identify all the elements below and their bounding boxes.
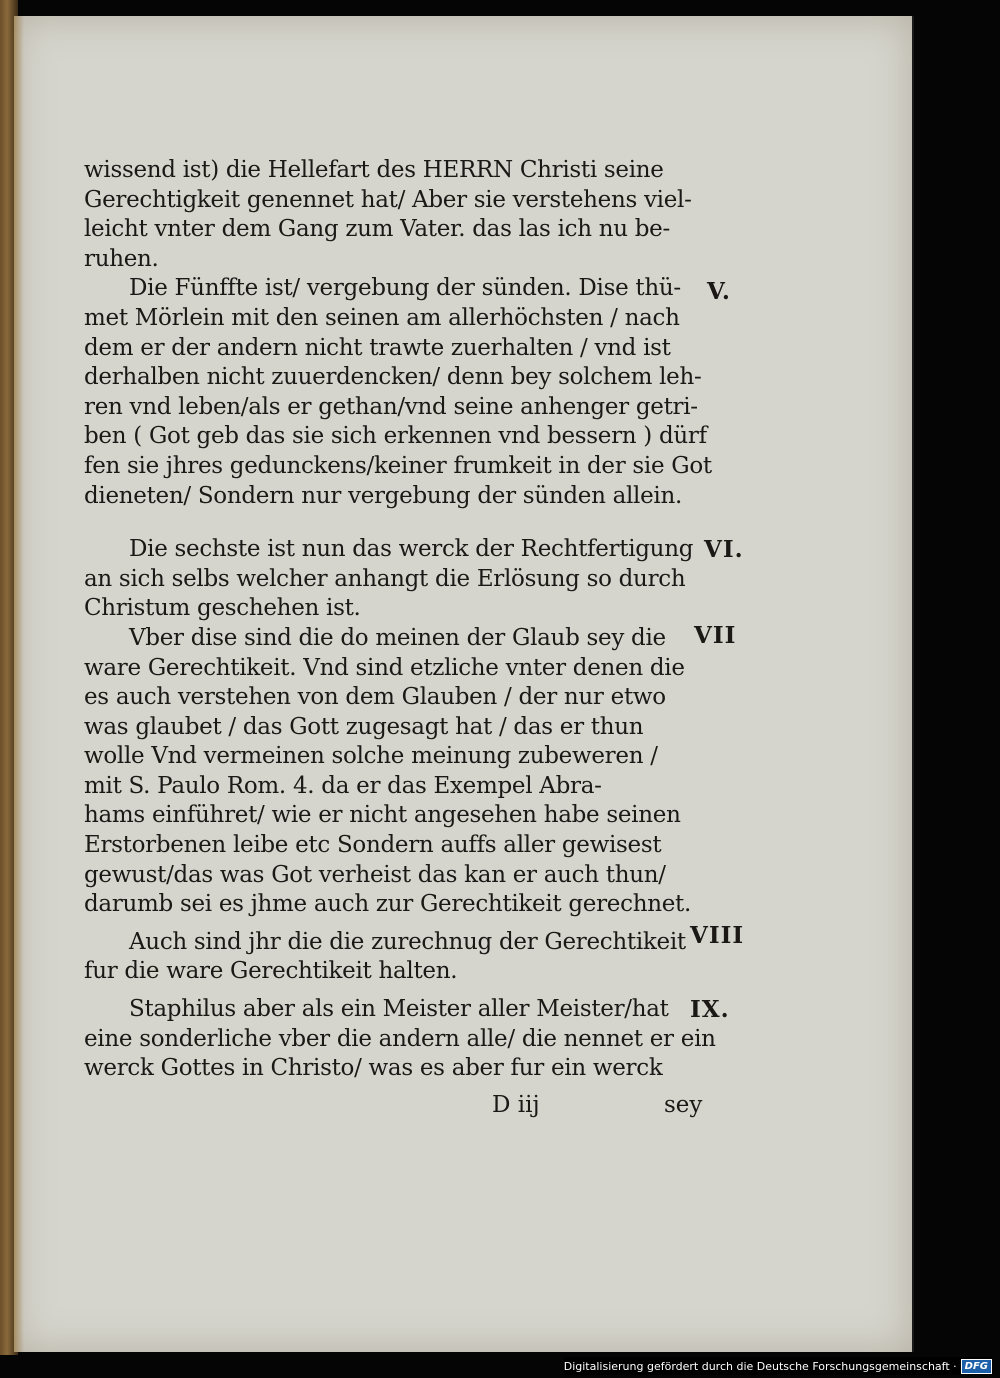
margin-numeral: V.	[707, 278, 731, 305]
text-line: mit S. Paulo Rom. 4. da er das Exempel Abra-	[84, 772, 602, 799]
text-line: dieneten/ Sondern nur vergebung der sünden allein.	[84, 482, 683, 509]
text-line: Erstorbenen leibe etc Sondern auffs aller gewisest	[84, 832, 662, 859]
text-line: gewust/das was Got verheist das kan er auch thun/	[84, 861, 666, 888]
text-line: Die Fünffte ist/ vergebung der sünden. Dise thü-	[129, 275, 681, 302]
text-line: ware Gerechtikeit. Vnd sind etzliche vnter denen die	[84, 654, 685, 681]
text-line: darumb sei es jhme auch zur Gerechtikeit gerechnet.	[84, 891, 691, 918]
text-line: fur die ware Gerechtikeit halten.	[84, 958, 458, 985]
text-line: met Mörlein mit den seinen am allerhöchsten / nach	[84, 304, 680, 331]
paragraph-gap	[84, 511, 804, 535]
dfg-logo-icon[interactable]: DFG	[961, 1359, 992, 1374]
text-line: Christum geschehen ist.	[84, 595, 361, 622]
text-line: Gerechtigkeit genennet hat/ Aber sie verstehens viel-	[84, 186, 692, 213]
text-line: werck Gottes in Christo/ was es aber fur ein werck	[84, 1055, 663, 1082]
text-line: eine sonderliche vber die andern alle/ die nennet er ein	[84, 1025, 716, 1052]
text-line: wolle Vnd vermeinen solche meinung zubeweren /	[84, 743, 658, 770]
paragraph-gap	[84, 987, 804, 995]
margin-numeral: VI.	[704, 536, 744, 563]
text-line: Auch sind jhr die die zurechnug der Gerechtikeit	[129, 928, 686, 955]
text-line: hams einführet/ wie er nicht angesehen habe seinen	[84, 802, 681, 829]
text-line: leicht vnter dem Gang zum Vater. das las ich nu be-	[84, 216, 670, 243]
margin-numeral: VII	[694, 622, 737, 649]
margin-numeral: VIII	[690, 922, 745, 949]
text-line: ren vnd leben/als er gethan/vnd seine anhenger getri-	[84, 393, 698, 420]
text-line: derhalben nicht zuuerdencken/ denn bey solchem leh-	[84, 364, 702, 391]
text-line: dem er der andern nicht trawte zuerhalten / vnd ist	[84, 334, 671, 361]
text-line: wissend ist) die Hellefart des HERRN Christi seine	[84, 157, 664, 183]
text-line: an sich selbs welcher anhangt die Erlösung so durch	[84, 565, 686, 592]
text-line: es auch verstehen von dem Glauben / der nur etwo	[84, 684, 666, 711]
catchword: sey	[664, 1092, 703, 1118]
footer-credit-text: Digitalisierung gefördert durch die Deutsche Forschungsgemeinschaft ·	[563, 1359, 957, 1373]
signature-mark: D iij	[492, 1092, 540, 1118]
text-line: Staphilus aber als ein Meister aller Meister/hat	[129, 996, 669, 1023]
footer-credit	[564, 1357, 992, 1375]
text-line: was glaubet / das Gott zugesagt hat / das er thun	[84, 713, 644, 740]
text-line: Vber dise sind die do meinen der Glaub sey die	[129, 624, 666, 651]
margin-numeral: IX.	[690, 996, 730, 1023]
text-line: ben ( Got geb das sie sich erkennen vnd bessern ) dürf	[84, 423, 707, 450]
text-line: Die sechste ist nun das werck der Rechtfertigung	[129, 536, 694, 563]
book-page	[14, 16, 914, 1352]
text-line: fen sie jhres gedunckens/keiner frumkeit in der sie Got	[84, 452, 712, 479]
text-line: ruhen.	[84, 245, 159, 272]
